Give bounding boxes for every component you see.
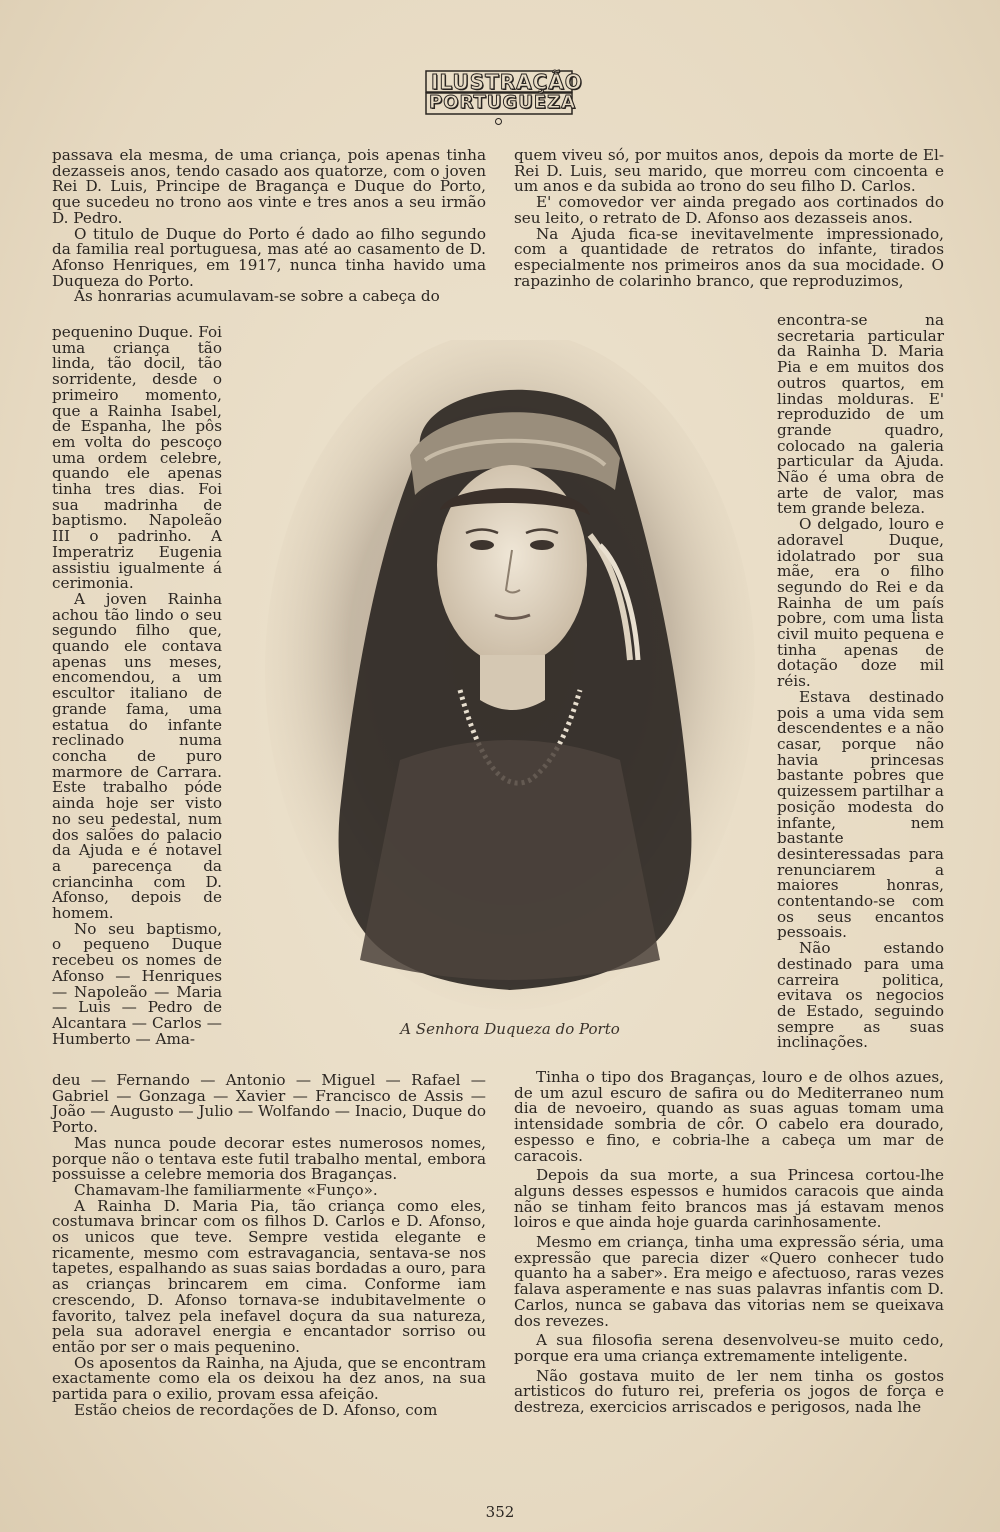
masthead-line-1: ILUSTRAÇÃO xyxy=(431,70,583,94)
paragraph: Estão cheios de recordações de D. Afonso, com xyxy=(74,1400,438,1419)
paragraph: Os aposentos da Rainha, na Ajuda, que se encontram exactamente como ela os deixou ha dez anos, na sua partida para o exilio, provam essa afeição. xyxy=(52,1353,486,1404)
right-column-top xyxy=(514,148,944,289)
photo-caption: A Senhora Duqueza do Porto xyxy=(400,1020,620,1038)
paragraph: E' comovedor ver ainda pregado aos cortinados do seu leito, o retrato de D. Afonso aos dezasseis anos. xyxy=(514,193,944,227)
paragraph: A sua filosofia serena desenvolveu-se muito cedo, porque era uma criança extremamente inteligente. xyxy=(514,1331,944,1365)
paragraph: A joven Rainha achou tão lindo o seu segundo filho que, quando ele contava apenas uns meses, encomendou, a um escultor italiano de grande fama, uma estatua do infante reclinado numa concha de puro marmore de Carrara. Este trabalho póde ainda hoje ser visto no seu pedestal, num dos salões do palacio da Ajuda e é notavel a parecença da criancinha com D. Afonso, depois de homem. xyxy=(52,589,222,923)
paragraph: Tinha o tipo dos Braganças, louro e de olhos azues, de um azul escuro de safira ou do Mediterraneo num dia de nevoeiro, quando as suas aguas tomam uma intensidade sombria de côr. O cabelo era dourado, espesso e fino, e cobria-lhe a cabeça um mar de caracois. xyxy=(514,1068,944,1165)
masthead-logo xyxy=(425,70,583,122)
paragraph: As honrarias acumulavam-se sobre a cabeça do xyxy=(74,287,440,306)
paragraph: O titulo de Duque do Porto é dado ao filho segundo da familia real portuguesa, mas até ao casamento de D. Afonso Henriques, em 1917, nunca tinha havido uma Duqueza do Porto. xyxy=(52,224,486,290)
paragraph: Não gostava muito de ler nem tinha os gostos artisticos do futuro rei, preferia os jogos de força e destreza, exercicios arriscados e perigosos, nada lhe xyxy=(514,1366,944,1417)
paragraph: Depois da sua morte, a sua Princesa cortou-lhe alguns desses espessos e humidos caracois que ainda não se tinham feito brancos mas já estavam menos loiros e que ainda hoje guarda carinhosamente. xyxy=(514,1166,944,1232)
paragraph: pequenino Duque. Foi uma criança tão linda, tão docil, tão sorridente, desde o primeiro momento, que a Rainha Isabel, de Espanha, lhe pôs em volta do pescoço uma ordem celebre, quando ele apenas tinha tres dias. Foi sua madrinha de baptismo. Napoleão III o padrinho. A Imperatriz Eugenia assistiu igualmente á cerimonia. xyxy=(52,323,222,593)
paragraph: Mesmo em criança, tinha uma expressão séria, uma expressão que parecia dizer «Quero conhecer tudo quanto ha a saber». Era meigo e afectuoso, raras vezes falava asperamente e nas suas palavras infantis com D. Carlos, nunca se gabava das vitorias nem se queixava dos revezes. xyxy=(514,1233,944,1330)
left-column-top xyxy=(52,148,486,305)
left-column-bottom xyxy=(52,1073,486,1418)
paragraph: Na Ajuda fica-se inevitavelmente impressionado, com a quantidade de retratos do infante, tirados especialmente nos primeiros anos da sua mocidade. O rapazinho de colarinho branco, que reproduzimos, xyxy=(514,224,944,290)
masthead-line-2: PORTUGUEZA xyxy=(429,92,577,113)
paragraph: encontra-se na secretaria particular da Rainha D. Maria Pia e em muitos dos outros quartos, em lindas molduras. E' reproduzido de um grande quadro, colocado na galeria particular da Ajuda. Não é uma obra de arte de valor, mas tem grande beleza. xyxy=(777,311,944,518)
paragraph: Estava destinado pois a uma vida sem descendentes e a não casar, porque não havia princesas bastante pobres que quizessem partilhar a posição modesta do infante, nem bastante desinteressadas para renunciarem a maiores honras, contentando-se com os seus encantos pessoais. xyxy=(777,687,944,942)
paragraph: quem viveu só, por muitos anos, depois da morte de El-Rei D. Luis, seu marido, que morreu com cincoenta e um anos e da subida ao trono do seu filho D. Carlos. xyxy=(514,146,944,196)
paragraph: O delgado, louro e adoravel Duque, idolatrado por sua mãe, era o filho segundo do Rei e da Rainha de um país pobre, com uma lista civil muito pequena e tinha apenas de dotação doze mil réis. xyxy=(777,515,944,691)
left-wrap-column xyxy=(52,325,222,1047)
right-column-bottom xyxy=(514,1070,944,1420)
paragraph: Chamavam-lhe familiarmente «Funço». xyxy=(74,1180,378,1199)
right-wrap-column xyxy=(777,313,944,1051)
paragraph: passava ela mesma, de uma criança, pois apenas tinha dezasseis anos, tendo casado aos quatorze, com o joven Rei D. Luis, Principe de Bragança e Duque do Porto, que sucedeu no trono aos vinte e tres anos a seu irmão D. Pedro. xyxy=(52,146,486,227)
masthead-dot xyxy=(495,118,502,125)
paragraph: Mas nunca poude decorar estes numerosos nomes, porque não o tentava este futil trabalho mental, embora possuisse a celebre memoria dos Braganças. xyxy=(52,1133,486,1184)
paragraph: Não estando destinado para uma carreira politica, evitava os negocios de Estado, seguindo sempre as suas inclinações. xyxy=(777,939,944,1052)
paragraph: A Rainha D. Maria Pia, tão criança como eles, costumava brincar com os filhos D. Carlos e D. Afonso, os unicos que teve. Sempre vestida elegante e ricamente, mesmo com estravagancia, sentava-se nos tapetes, espalhando as suas saias bordadas a ouro, para as crianças brincarem em cima. Conforme iam crescendo, D. Afonso tornava-se indubitavelmente o favorito, talvez pela inefavel doçura da sua natureza, pela sua adoravel energia e encantador sorriso ou então por ser o mais pequenino. xyxy=(52,1196,486,1356)
paragraph: No seu baptismo, o pequeno Duque recebeu os nomes de Afonso — Henriques — Napoleão — Maria — Luis — Pedro de Alcantara — Carlos — Humberto — Ama- xyxy=(52,919,222,1048)
portrait-photo xyxy=(260,340,755,1020)
page-number: 352 xyxy=(485,1503,515,1521)
paragraph: deu — Fernando — Antonio — Miguel — Rafael — Gabriel — Gonzaga — Xavier — Francisco de Assis — João — Augusto — Julio — Wolfando — Inacio, Duque do Porto. xyxy=(52,1071,486,1137)
